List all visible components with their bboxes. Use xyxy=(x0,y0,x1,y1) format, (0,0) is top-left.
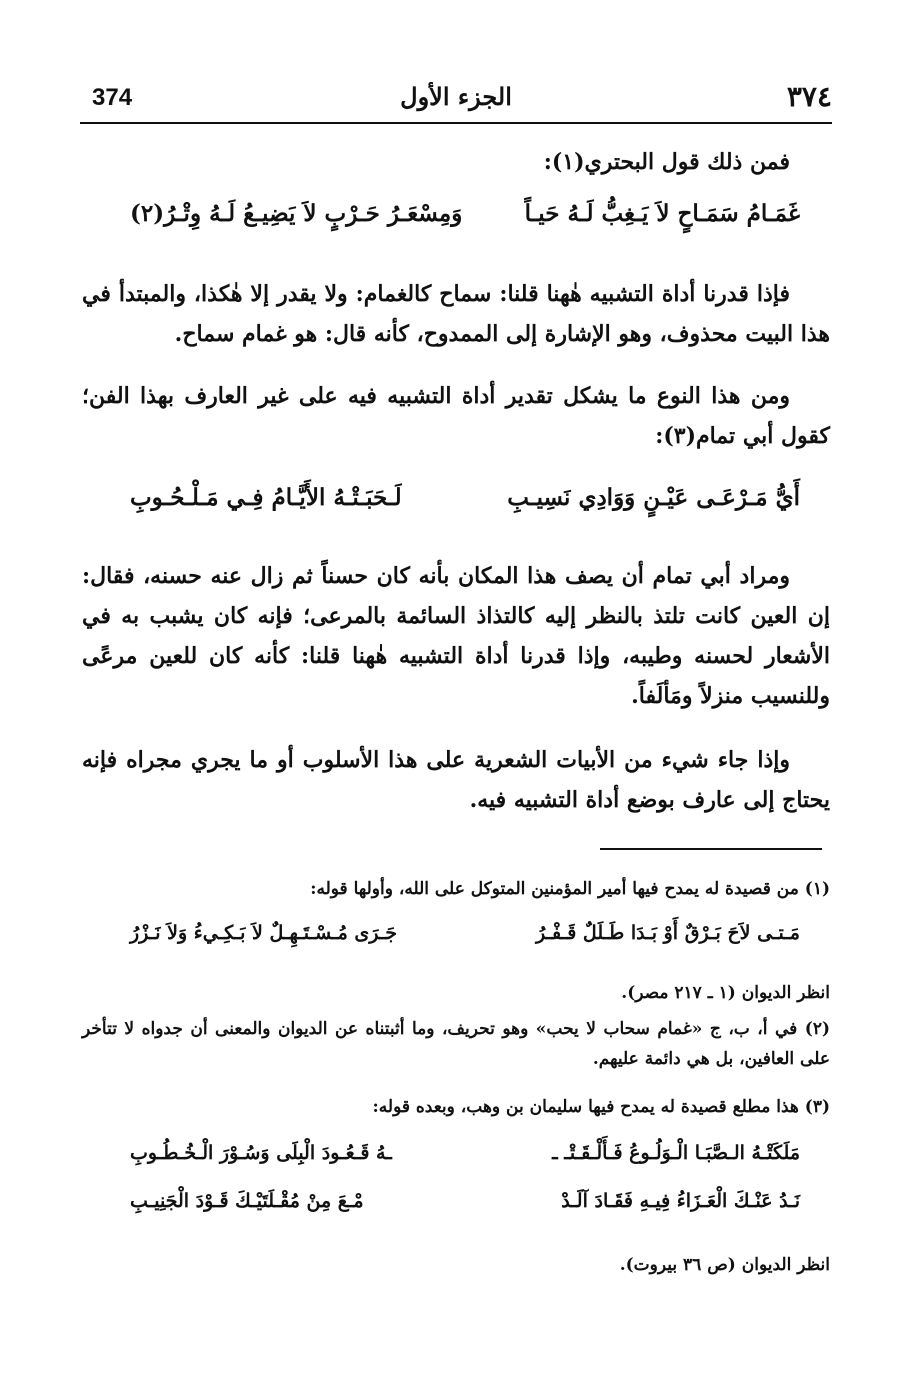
page-number-latin: 374 xyxy=(92,84,133,111)
header-rule xyxy=(80,122,832,124)
verse-hemistich-right: مَـتـى لاَحَ بَـرْقٌ أَوْ بَـدَا طَـلَلٌ قَـفْـرُ xyxy=(536,922,800,944)
page-number-arabic: ٣٧٤ xyxy=(786,80,832,113)
verse-hemistich-right: أَيُّ مَـرْعَـى عَيْـنٍ وَوَادِي نَسِيـبِ xyxy=(507,484,800,511)
paragraph-3: ومراد أبي تمام أن يصف هذا المكان بأنه كان حسناً ثم زال عنه حسنه، فقال: إن العين كانت تلتذ بالنظر إليه كالتذاذ السائمة بالمرعى؛ فإنه كان يشبب به في الأشعار لحسنه وطيبه، وإذا قدرنا أداة التشبيه هٰهنا قلنا: كأنه كان للعين مرعًى وللنسيب منزلاً ومَألَفاً. xyxy=(82,563,830,709)
verse-bohtori xyxy=(130,200,800,244)
footnote-3-verse-1 xyxy=(130,1142,800,1180)
verse-hemistich-left: جَـرَى مُـسْـتَـهِـلٌ لاَ بَـكِـيءُ وَلاَ نَـزْرُ xyxy=(130,922,398,944)
verse-hemistich-left: وَمِسْعَـرُ حَـرْبٍ لاَ يَضِيـعُ لَـهُ وِتْـرُ(٢) xyxy=(130,200,463,227)
verse-hemistich-right: غَمَـامُ سَمَـاحٍ لاَ يَـغِبُّ لَـهُ حَيـاً xyxy=(524,200,800,227)
paragraph-2: ومن هذا النوع ما يشكل تقدير أداة التشبيه فيه على غير العارف بهذا الفن؛ كقول أبي تمام(٣): xyxy=(82,383,830,449)
footnote-1: (١) من قصيدة له يمدح فيها أمير المؤمنين المتوكل على الله، وأولها قوله: xyxy=(310,879,830,899)
footnote-1-reference: انظر الديوان (١ ـ ٢١٧ مصر). xyxy=(621,983,830,1003)
footnote-3: (٣) هذا مطلع قصيدة له يمدح فيها سليمان بن وهب، وبعده قوله: xyxy=(372,1097,830,1117)
verse-hemistich-left: لَـحَبَـتْـهُ الأَيَّـامُ فِـي مَـلْـحُـوبِ xyxy=(130,484,402,511)
verse-hemistich-right: نَـدُ عَنْـكَ الْعَـزَاءُ فِيـهِ فَقَـادَ آلَـدْ xyxy=(561,1190,800,1212)
footnote-3-reference: انظر الديوان (ص ٣٦ بيروت). xyxy=(619,1255,830,1275)
footnote-2: (٢) في أ، ب، ج «غمام سحاب لا يحب» وهو تحريف، وما أثبتناه عن الديوان والمعنى أن جدواه لا تتأخر على العافين، بل هي دائمة عليهم. xyxy=(82,1019,830,1069)
intro-line: فمن ذلك قول البحتري(١): xyxy=(543,149,790,175)
running-title: الجزء الأول xyxy=(400,82,512,111)
verse-hemistich-right: مَلَكَتْـهُ الـصَّبَـا الْـوَلُـوعُ فَـأَلْـقَـتْـ ـ xyxy=(552,1142,800,1164)
verse-hemistich-left: ـهُ قَـعُـودَ الْبِلَى وَسُـوْرَ الْـخُـطُـوبِ xyxy=(130,1142,392,1164)
footnote-1-verse xyxy=(130,922,800,960)
paragraph-4: وإذا جاء شيء من الأبيات الشعرية على هذا الأسلوب أو ما يجري مجراه فإنه يحتاج إلى عارف بوضع أداة التشبيه فيه. xyxy=(82,747,830,813)
footnote-rule xyxy=(600,848,822,850)
page-header xyxy=(80,78,832,118)
footnote-3-verse-2 xyxy=(130,1190,800,1228)
verse-abu-tammam xyxy=(130,484,800,528)
verse-hemistich-left: مْـعَ مِنْ مُقْـلَتَيْـكَ قَـوْدَ الْجَنِيـبِ xyxy=(130,1190,364,1212)
paragraph-1: فإذا قدرنا أداة التشبيه هٰهنا قلنا: سماح كالغمام: ولا يقدر إلا هٰكذا، والمبتدأ في هذا البيت محذوف، وهو الإشارة إلى الممدوح، كأنه قال: هو غمام سماح. xyxy=(82,281,830,347)
